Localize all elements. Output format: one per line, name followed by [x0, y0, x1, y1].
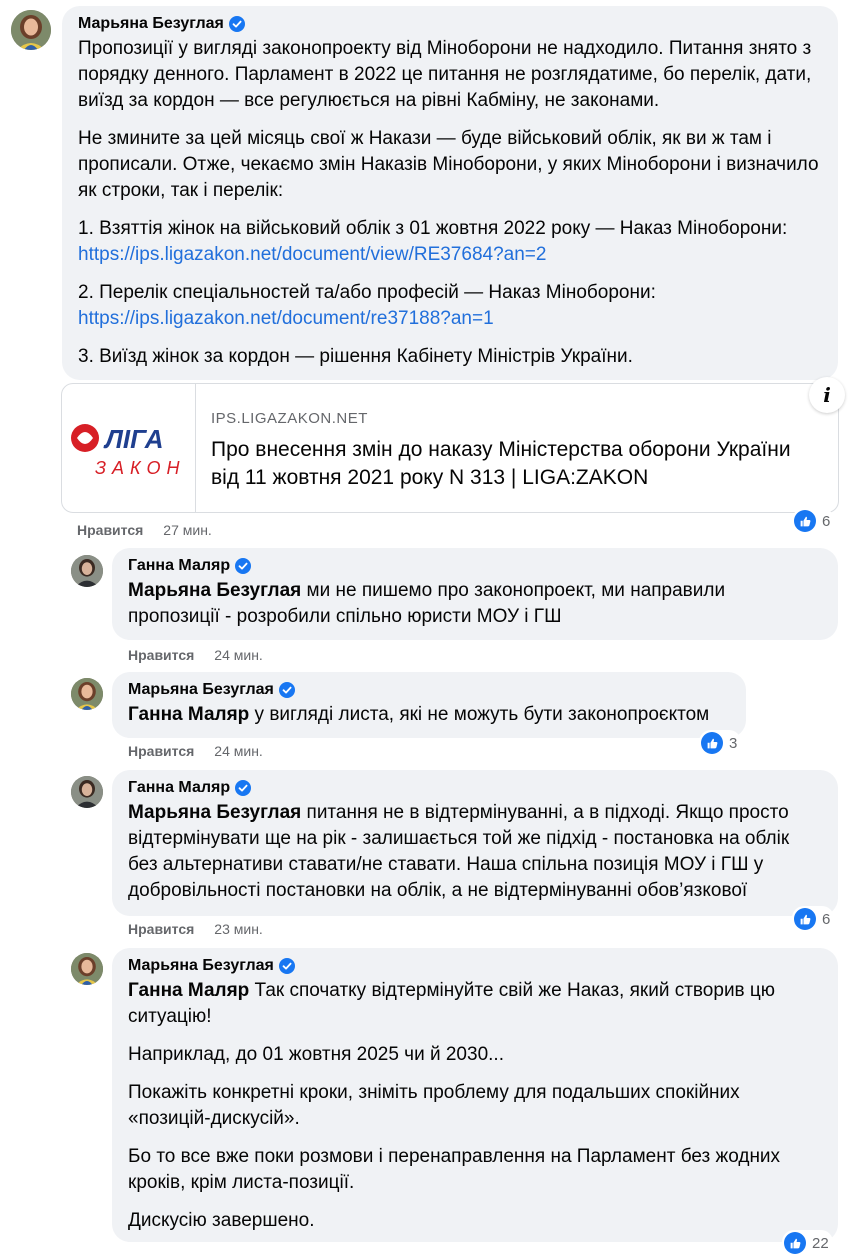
comment-paragraph: Пропозиції у вигляді законопроекту від Міноборони не надходило. Питання знято з порядку денного. Парламент в 2022 це питання не розглядатиме, бо перелік, дати, виїзд за кордон — все регулюється на рівні Кабміну, не законами.	[78, 38, 812, 111]
comment-time[interactable]: 23 мин.	[214, 921, 263, 937]
comment-paragraph: Наприклад, до 01 жовтня 2025 чи й 2030...	[128, 1044, 504, 1065]
verified-badge-icon	[229, 16, 245, 32]
comment-author[interactable]	[128, 680, 730, 700]
comment-list-item	[78, 280, 822, 332]
comment-paragraph: Покажіть конкретні кроки, зніміть проблему для подальших спокійних «позицій-дискусій».	[128, 1082, 740, 1129]
mention-link[interactable]: Ганна Маляр	[128, 704, 250, 725]
comment-text	[128, 702, 730, 728]
comment-bubble	[62, 6, 838, 380]
verified-badge-icon	[279, 958, 295, 974]
comment-bubble	[112, 548, 838, 640]
reaction-number: 3	[729, 734, 738, 752]
info-icon[interactable]: i	[809, 377, 845, 413]
reaction-number: 6	[822, 512, 831, 530]
like-button[interactable]: Нравится	[128, 921, 195, 937]
author-name[interactable]: Ганна Маляр	[128, 557, 231, 574]
avatar[interactable]	[71, 953, 103, 985]
comment-list-item	[78, 216, 822, 268]
comment-text	[128, 978, 822, 1030]
comment-bubble	[112, 672, 746, 738]
comment-author[interactable]	[128, 556, 822, 576]
comment-actions	[77, 522, 212, 538]
reaction-number: 22	[812, 1234, 829, 1252]
like-reaction-icon	[794, 908, 816, 930]
comment-author[interactable]	[128, 778, 822, 798]
comment-time[interactable]: 24 мин.	[214, 647, 263, 663]
comment-paragraph: 3. Виїзд жінок за кордон — рішення Кабінету Міністрів України.	[78, 346, 633, 367]
author-name[interactable]: Марьяна Безуглая	[78, 15, 224, 32]
mention-link[interactable]: Марьяна Безуглая	[128, 580, 302, 601]
like-reaction-icon	[701, 732, 723, 754]
comment-author[interactable]	[128, 956, 822, 976]
preview-title[interactable]: Про внесення змін до наказу Міністерства оборони України від 11 жовтня 2021 року N 313 | LIGA:ZAKON	[211, 438, 791, 489]
logo-bottom-text: ЗАКОН	[94, 458, 185, 478]
comment-bubble	[112, 948, 838, 1242]
comment-actions	[128, 921, 263, 937]
logo-top-text: ЛІГА	[104, 424, 163, 454]
comment-body: у вигляді листа, які не можуть бути законопроєктом	[249, 704, 710, 725]
avatar[interactable]	[71, 678, 103, 710]
comment-actions	[128, 647, 263, 663]
comment-paragraph: Бо то все вже поки розмови і перенаправлення на Парламент без жодних кроків, крім листа-позиції.	[128, 1146, 781, 1193]
reaction-count[interactable]	[792, 508, 834, 534]
list-item-text: 1. Взяттія жінок на військовий облік з 01 жовтня 2022 року — Наказ Міноборони:	[78, 218, 788, 239]
like-button[interactable]: Нравится	[128, 743, 195, 759]
avatar[interactable]	[71, 555, 103, 587]
author-name[interactable]: Ганна Маляр	[128, 779, 231, 796]
comment-time[interactable]: 24 мин.	[214, 743, 263, 759]
author-name[interactable]: Марьяна Безуглая	[128, 681, 274, 698]
liga-zakon-logo	[62, 384, 196, 512]
comment-paragraph: Дискусію завершено.	[128, 1210, 315, 1231]
reaction-count[interactable]	[792, 906, 834, 932]
comment-paragraph: Не змините за цей місяць свої ж Накази — буде військовий облік, як ви ж там і прописали. Отже, чекаємо змін Наказів Міноборони, у яких Міноборони і визначило як строки, так і перелік:	[78, 128, 819, 201]
like-reaction-icon	[784, 1232, 806, 1254]
document-link[interactable]: https://ips.ligazakon.net/document/re37188?an=1	[78, 308, 494, 329]
link-preview-card[interactable]	[61, 383, 839, 513]
like-button[interactable]: Нравится	[128, 647, 195, 663]
author-name[interactable]: Марьяна Безуглая	[128, 957, 274, 974]
reaction-count[interactable]	[699, 730, 741, 756]
verified-badge-icon	[235, 780, 251, 796]
like-reaction-icon	[794, 510, 816, 532]
comment-bubble	[112, 770, 838, 916]
avatar[interactable]	[11, 10, 51, 50]
comment-time[interactable]: 27 мин.	[163, 522, 212, 538]
verified-badge-icon	[235, 558, 251, 574]
reaction-count[interactable]	[782, 1230, 833, 1256]
avatar[interactable]	[71, 776, 103, 808]
like-button[interactable]: Нравится	[77, 522, 144, 538]
mention-link[interactable]: Марьяна Безуглая	[128, 802, 302, 823]
list-item-text: 2. Перелік спеціальностей та/або професій — Наказ Міноборони:	[78, 282, 656, 303]
mention-link[interactable]: Ганна Маляр	[128, 980, 250, 1001]
verified-badge-icon	[279, 682, 295, 698]
comment-body: ми не пишемо про законопроект, ми направили пропозиції - розробили спільно юристи МОУ і ГШ	[128, 580, 726, 627]
comment-body: питання не в відтермінуванні, а в підході. Якщо просто відтермінувати ще на рік - залишається той же підхід - постановка на облік без альтернативи ставати/не ставати. Наша спільна позиція МОУ і ГШ у добровільності постановки на облік, а не відтермінуванні обов’язкової	[128, 802, 790, 901]
comment-text	[128, 800, 822, 904]
preview-domain: IPS.LIGAZAKON.NET	[211, 410, 368, 427]
document-link[interactable]: https://ips.ligazakon.net/document/view/RE37684?an=2	[78, 244, 547, 265]
comment-author[interactable]	[78, 14, 822, 34]
comment-text	[128, 578, 822, 630]
reaction-number: 6	[822, 910, 831, 928]
comment-actions	[128, 743, 263, 759]
comment-body: Так спочатку відтермінуйте свій же Наказ, який створив цю ситуацію!	[128, 980, 776, 1027]
